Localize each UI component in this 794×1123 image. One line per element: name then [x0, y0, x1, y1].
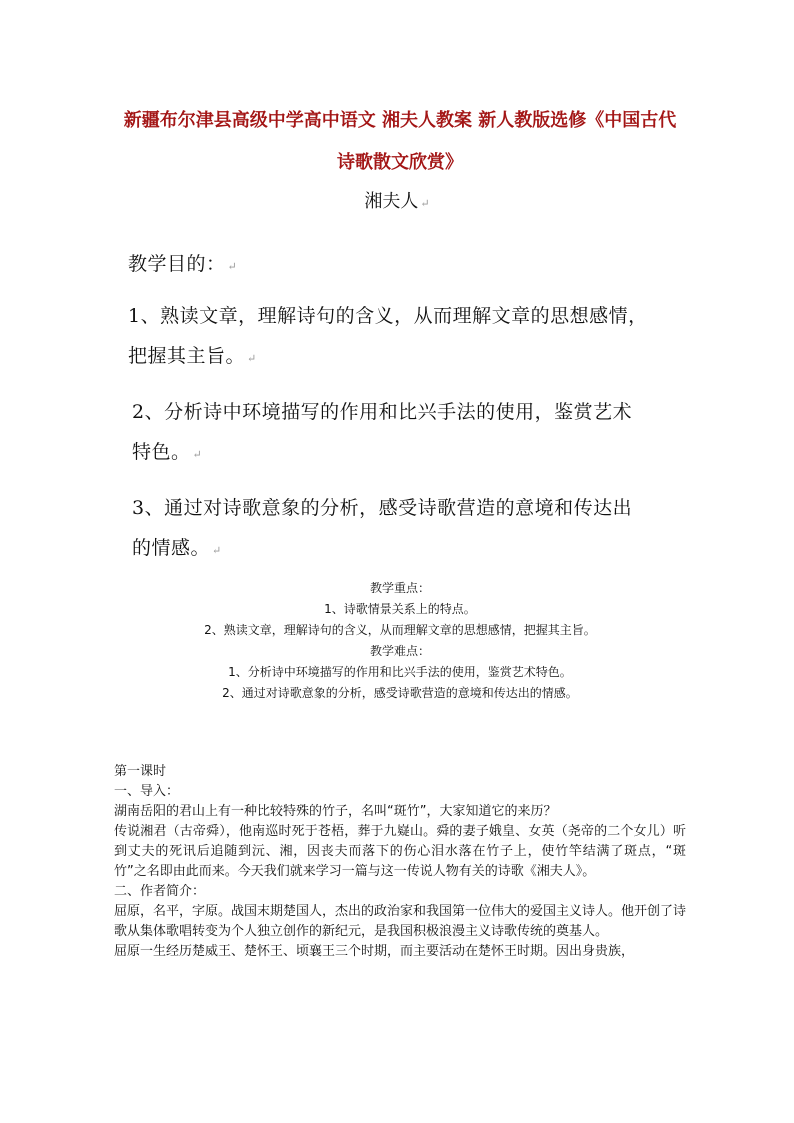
objective-1-line-2-wrap — [128, 336, 688, 379]
return-mark-icon: ↵ — [212, 544, 222, 557]
objective-1-line-1: 1、熟读文章，理解诗句的含义，从而理解文章的思想感情， — [128, 305, 648, 327]
return-mark-icon: ↵ — [227, 260, 238, 273]
objective-1-line-2: 把握其主旨。 — [128, 345, 246, 367]
title-line-1: 新疆布尔津县高级中学高中语文 湘夫人教案 新人教版选修《中国古代 — [123, 110, 677, 131]
objectives-heading — [128, 244, 688, 287]
objective-2-line-2-wrap — [132, 432, 692, 475]
poem-title-text: 湘夫人 — [364, 191, 419, 212]
objective-3-line-2-wrap — [132, 528, 692, 571]
author-paragraph-1: 屈原，名平，字原。战国末期楚国人，杰出的政治家和我国第一位伟大的爱国主义诗人。他开创了诗歌从集体歌唱转变为个人独立创作的新纪元，是我国积极浪漫主义诗歌传统的奠基人。 — [114, 904, 687, 939]
objective-2 — [132, 392, 692, 475]
intro-story: 传说湘君（古帝舜），他南巡时死于苍梧，葬于九嶷山。舜的妻子娥皇、女英（尧帝的二个女儿）听到丈夫的死讯后追随到沅、湘，因丧夫而落下的伤心泪水落在竹子上，使竹竿结满了斑点，“斑竹”之名即由此而来。今天我们就来学习一篇与这一传说人物有关的诗歌《湘夫人》。 — [114, 824, 686, 879]
poem-title — [0, 187, 794, 213]
title-line-2: 诗歌散文欣赏》 — [337, 152, 463, 173]
return-mark-icon: ↵ — [192, 448, 203, 461]
objectives-heading-text: 教学目的： — [128, 253, 226, 275]
key-points-section — [110, 578, 690, 704]
key-point-2: 2、熟读文章，理解诗句的含义，从而理解文章的思想感情，把握其主旨。 — [204, 623, 596, 637]
intro-question: 湖南岳阳的君山上有一种比较特殊的竹子，名叫“斑竹”，大家知道它的来历？ — [114, 804, 557, 819]
return-mark-icon: ↵ — [420, 197, 430, 210]
objective-1 — [128, 296, 688, 379]
difficulty-heading: 教学难点： — [369, 644, 430, 658]
document-title — [110, 100, 690, 184]
lesson-heading: 第一课时 — [114, 764, 167, 779]
return-mark-icon: ↵ — [247, 352, 257, 365]
objective-2-line-1: 2、分析诗中环境描写的作用和比兴手法的使用，鉴赏艺术 — [132, 401, 633, 423]
intro-heading: 一、导入： — [114, 784, 180, 799]
difficulty-1: 1、分析诗中环境描写的作用和比兴手法的使用，鉴赏艺术特色。 — [228, 665, 572, 679]
objective-2-line-2: 特色。 — [132, 441, 191, 463]
objective-3-line-1: 3、通过对诗歌意象的分析，感受诗歌营造的意境和传达出 — [132, 497, 633, 519]
key-points-heading: 教学重点： — [369, 581, 430, 595]
author-paragraph-2: 屈原一生经历楚威王、楚怀王、顷襄王三个时期，而主要活动在楚怀王时期。因出身贵族， — [114, 944, 635, 959]
objective-3-line-2: 的情感。 — [132, 537, 211, 559]
objective-3 — [132, 488, 692, 571]
author-heading: 二、作者简介： — [114, 884, 206, 899]
lesson-body — [114, 762, 686, 962]
difficulty-2: 2、通过对诗歌意象的分析，感受诗歌营造的意境和传达出的情感。 — [222, 686, 578, 700]
key-point-1: 1、诗歌情景关系上的特点。 — [324, 602, 476, 616]
